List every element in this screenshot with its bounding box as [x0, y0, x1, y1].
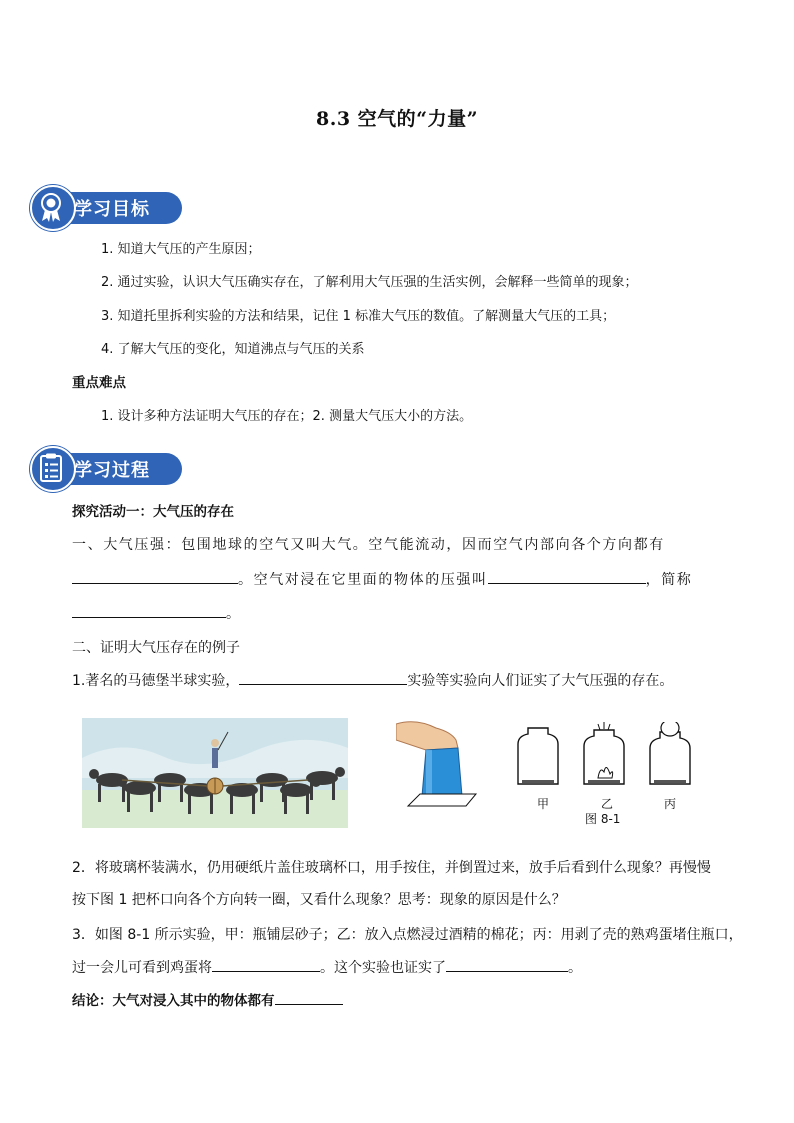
objective-item-1: 1. 知道大气压的产生原因； [101, 242, 261, 257]
key-points-text: 1. 设计多种方法证明大气压的存在；2. 测量大气压大小的方法。 [101, 409, 473, 424]
question-3-line-1: 3．如图 8-1 所示实验，甲：瓶铺层砂子；乙：放入点燃浸过酒精的棉花；丙：用剥了壳的熟鸡蛋堵住瓶口， [72, 927, 743, 943]
inverted-cup-illustration [396, 718, 482, 814]
answer-blank[interactable] [72, 603, 226, 618]
answer-blank[interactable] [275, 990, 343, 1005]
paragraph-1-line-1: 一、大气压强：包围地球的空气又叫大气。空气能流动，因而空气内部向各个方向都有 [72, 537, 665, 553]
question-1: 1.著名的马德堡半球实验， 实验等实验向人们证实了大气压强的存在。 [72, 670, 673, 690]
clipboard-list-icon [36, 452, 66, 484]
three-jars-illustration [514, 722, 694, 792]
paragraph-1-line-2: 。空气对浸在它里面的物体的压强叫 ，简称 [72, 569, 692, 589]
subheading-examples: 二、证明大气压存在的例子 [72, 640, 240, 656]
paragraph-1-line-3: 。 [72, 603, 240, 623]
objective-item-2: 2. 通过实验，认识大气压确实存在，了解利用大气压强的生活实例，会解释一些简单的现象； [101, 275, 638, 290]
figure-caption: 图 8-1 [585, 812, 621, 826]
section-banner-objectives [30, 185, 186, 229]
magdeburg-hemispheres-illustration [82, 718, 348, 828]
objective-item-3: 3. 知道托里拆利实验的方法和结果，记住 1 标准大气压的数值。了解测量大气压的工具； [101, 309, 616, 324]
page-title: 8.3 空气的“力量” [315, 108, 479, 130]
award-ribbon-icon [36, 191, 66, 223]
answer-blank[interactable] [488, 569, 646, 584]
conclusion: 结论：大气对浸入其中的物体都有 [72, 989, 343, 1009]
jar-label-yi: 乙 [601, 797, 614, 811]
banner-label: 学习过程 [74, 460, 150, 481]
section-banner-process [30, 446, 186, 490]
answer-blank[interactable] [72, 569, 238, 584]
objective-item-4: 4. 了解大气压的变化，知道沸点与气压的关系 [101, 342, 365, 357]
question-2-line-1: 2．将玻璃杯装满水，仍用硬纸片盖住玻璃杯口，用手按住，并倒置过来，放手后看到什么现象？再慢慢 [72, 860, 711, 876]
banner-label: 学习目标 [74, 199, 150, 220]
answer-blank[interactable] [212, 957, 320, 972]
jar-label-bing: 丙 [664, 797, 677, 811]
activity-heading: 探究活动一：大气压的存在 [72, 504, 234, 520]
answer-blank[interactable] [446, 957, 568, 972]
jar-label-jia: 甲 [537, 797, 550, 811]
answer-blank[interactable] [239, 670, 407, 685]
question-2-line-2: 按下图 1 把杯口向各个方向转一圈，又看什么现象？思考：现象的原因是什么？ [72, 892, 566, 908]
question-3-line-2: 过一会儿可看到鸡蛋将 。这个实验也证实了 。 [72, 957, 582, 977]
key-points-heading: 重点难点 [72, 375, 126, 391]
